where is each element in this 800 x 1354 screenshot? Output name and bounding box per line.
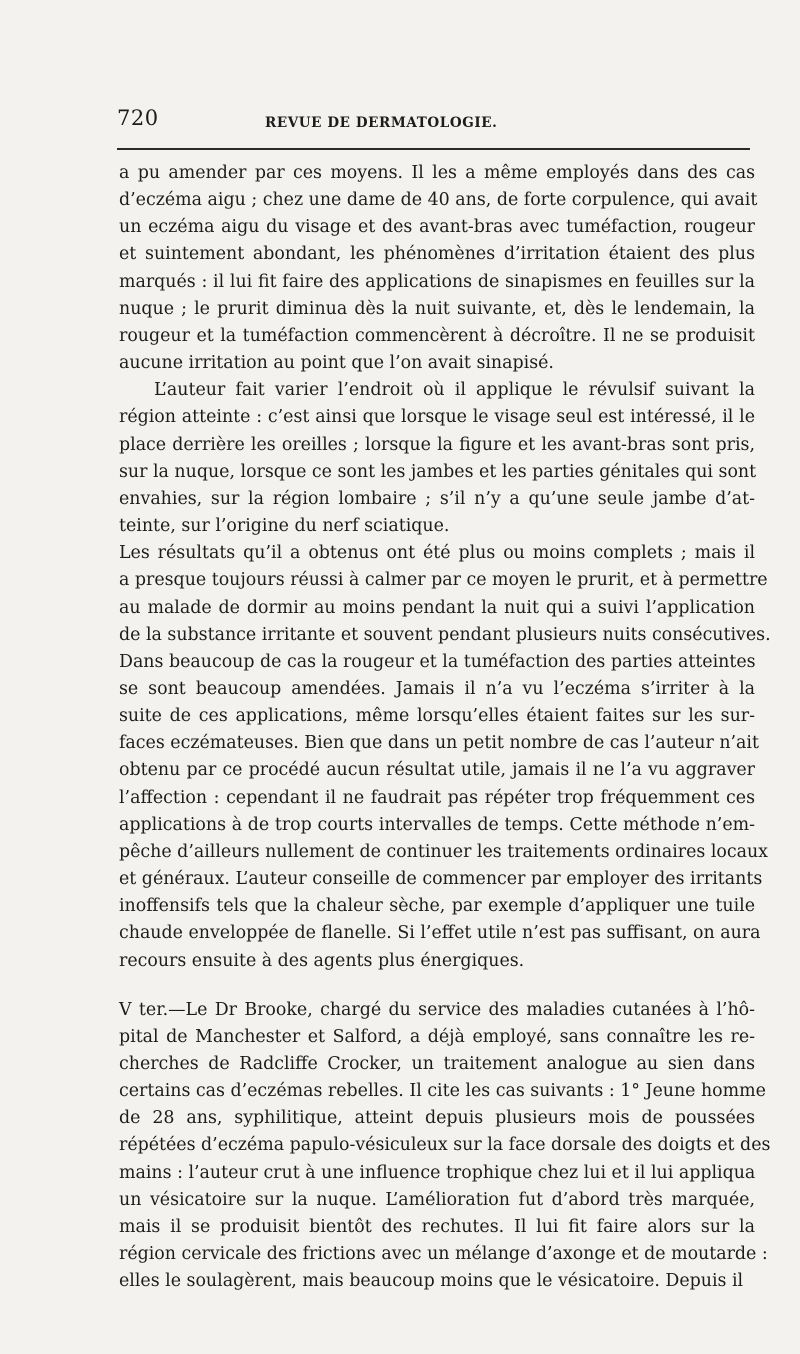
text-line: elles le soulagèrent, mais beaucoup moins que le vésicatoire. Depuis il: [119, 1271, 744, 1292]
text-line: cherches de Radcliffe Crocker, un traitement analogue au sien dans: [119, 1054, 755, 1074]
text-line: l’affection : cependant il ne faudrait pas répéter trop fréquemment ces: [119, 787, 755, 808]
text-line: nuque ; le prurit diminua dès la nuit suivante, et, dès le lendemain, la: [119, 298, 755, 319]
text-line: d’eczéma aigu ; chez une dame de 40 ans, de forte corpulence, qui avait: [119, 190, 758, 211]
text-line: faces eczémateuses. Bien que dans un petit nombre de cas l’auteur n’ait: [119, 733, 759, 754]
running-title: REVUE DE DERMATOLOGIE.: [265, 115, 498, 131]
text-line: L’auteur fait varier l’endroit où il applique le révulsif suivant la: [154, 380, 755, 401]
paragraph-3: [119, 540, 771, 975]
paragraph-1: [119, 160, 758, 377]
section-gap: [119, 975, 755, 997]
text-line: se sont beaucoup amendées. Jamais il n’a vu l’eczéma s’irriter à la: [119, 678, 755, 699]
text-line: Les résultats qu’il a obtenus ont été plus ou moins complets ; mais il: [119, 543, 755, 564]
text-line: répétées d’eczéma papulo-vésiculeux sur la face dorsale des doigts et des: [119, 1135, 771, 1156]
text-line: recours ensuite à des agents plus énergiques.: [119, 950, 525, 971]
text-line: et suintement abondant, les phénomènes d’irritation étaient des plus: [119, 244, 755, 265]
page-number: 720: [117, 106, 159, 130]
text-line: région atteinte : c’est ainsi que lorsque le visage seul est intéressé, il le: [119, 407, 755, 428]
text-line: de 28 ans, syphilitique, atteint depuis plusieurs mois de poussées: [119, 1108, 755, 1129]
text-line: marqués : il lui fit faire des applications de sinapismes en feuilles sur la: [119, 271, 755, 292]
text-line: teinte, sur l’origine du nerf sciatique.: [119, 516, 450, 537]
text-line: de la substance irritante et souvent pendant plusieurs nuits consécutives.: [119, 624, 771, 645]
text-line: pêche d’ailleurs nullement de continuer les traitements ordinaires locaux: [119, 841, 768, 862]
text-line: région cervicale des frictions avec un mélange d’axonge et de moutarde :: [119, 1244, 768, 1265]
text-line: a pu amender par ces moyens. Il les a même employés dans des cas: [119, 163, 755, 183]
text-line: inoffensifs tels que la chaleur sèche, par exemple d’appliquer une tuile: [119, 896, 755, 917]
text-line: chaude enveloppée de flanelle. Si l’effet utile n’est pas suffisant, on aura: [119, 923, 761, 944]
text-line: rougeur et la tuméfaction commencèrent à décroître. Il ne se produisit: [119, 325, 755, 346]
text-line: et généraux. L’auteur conseille de commencer par employer des irritants: [119, 869, 763, 890]
text-line: certains cas d’eczémas rebelles. Il cite les cas suivants : 1° Jeune homme: [119, 1081, 766, 1102]
text-line: pital de Manchester et Salford, a déjà employé, sans connaître les re-: [119, 1026, 755, 1047]
text-line: V ter.—Le Dr Brooke, chargé du service des maladies cutanées à l’hô-: [119, 999, 755, 1020]
text-line: Dans beaucoup de cas la rougeur et la tuméfaction des parties atteintes: [119, 651, 756, 672]
text-line: au malade de dormir au moins pendant la nuit qui a suivi l’application: [119, 597, 755, 618]
text-line: place derrière les oreilles ; lorsque la figure et les avant-bras sont pris,: [119, 434, 755, 455]
text-line: mains : l’auteur crut à une influence trophique chez lui et il lui appliqua: [119, 1162, 756, 1183]
page-header: [117, 104, 749, 134]
text-line: obtenu par ce procédé aucun résultat utile, jamais il ne l’a vu aggraver: [119, 760, 755, 781]
text-line: un eczéma aigu du visage et des avant-bras avec tuméfaction, rougeur: [119, 217, 755, 238]
header-rule: [117, 148, 750, 150]
paragraph-4: [119, 997, 771, 1296]
text-line: mais il se produisit bientôt des rechutes. Il lui fit faire alors sur la: [119, 1216, 755, 1237]
text-line: sur la nuque, lorsque ce sont les jambes et les parties génitales qui sont: [119, 461, 757, 482]
text-line: suite de ces applications, même lorsqu’elles étaient faites sur les sur-: [119, 706, 755, 727]
text-line: a presque toujours réussi à calmer par ce moyen le prurit, et à permettre: [119, 570, 768, 591]
text-line: envahies, sur la région lombaire ; s’il n’y a qu’une seule jambe d’at-: [119, 488, 755, 509]
paragraph-2: [119, 377, 755, 540]
body-text: [119, 160, 771, 1295]
text-line: un vésicatoire sur la nuque. L’amélioration fut d’abord très marquée,: [119, 1189, 755, 1210]
text-line: aucune irritation au point que l’on avait sinapisé.: [119, 353, 554, 374]
text-line: applications à de trop courts intervalles de temps. Cette méthode n’em-: [119, 814, 755, 835]
